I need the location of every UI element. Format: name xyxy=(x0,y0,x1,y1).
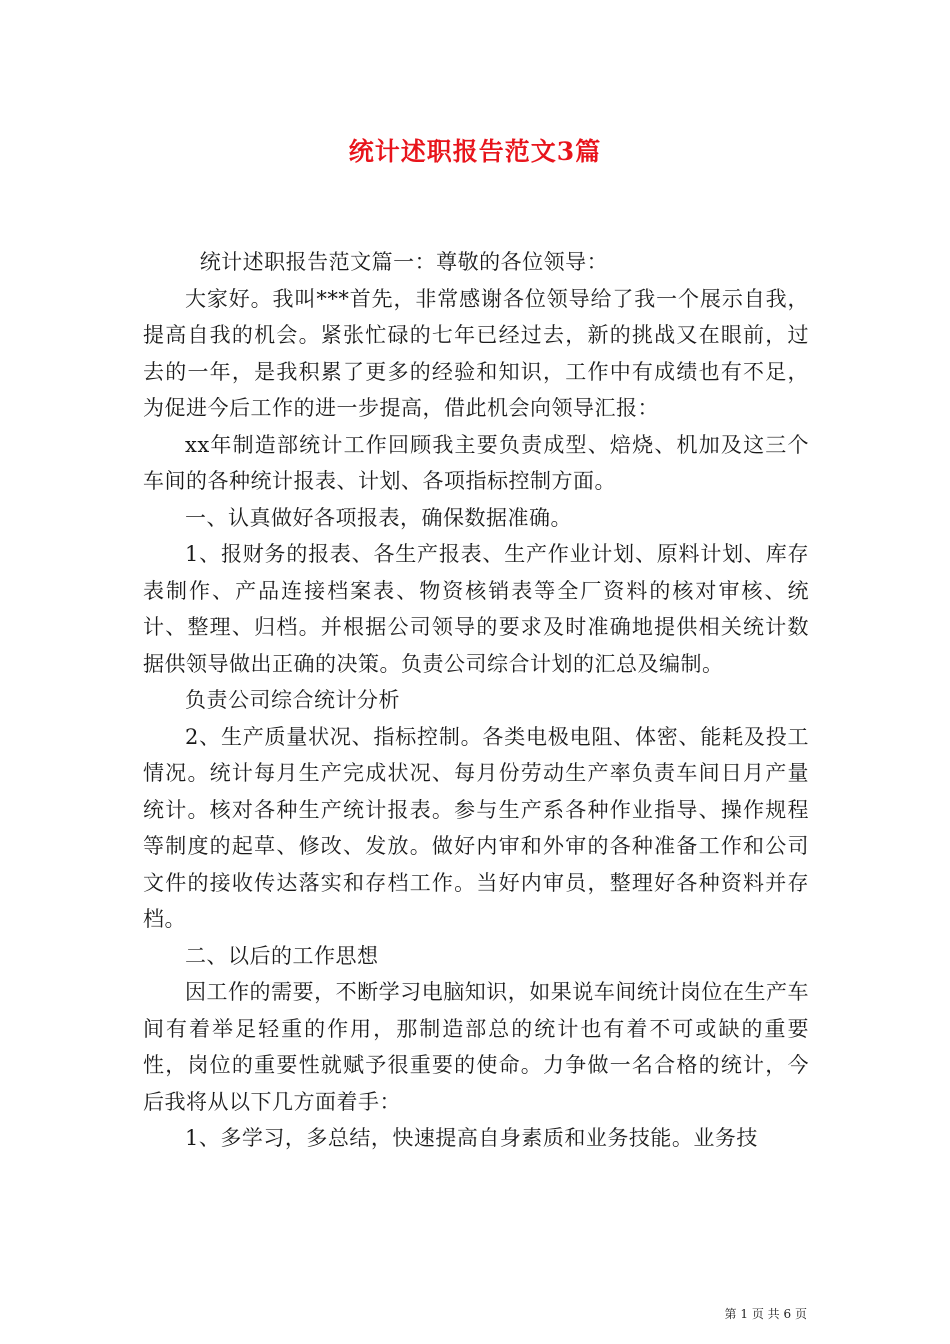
footer-suffix: 页 xyxy=(794,1307,807,1321)
document-title: 统计述职报告范文3篇 xyxy=(348,137,602,166)
footer-prefix: 第 xyxy=(724,1307,737,1321)
footer-current-page: 1 xyxy=(740,1307,749,1321)
paragraph: 2、生产质量状况、指标控制。各类电极电阻、体密、能耗及投工情况。统计每月生产完成状况、每月份劳动生产率负责车间日月产量统计。核对各种生产统计报表。参与生产系各种作业指导、操作规程等制度的起草、修改、发放。做好内审和外审的各种准备工作和公司文件的接收传达落实和存档工作。当好内审员，整理好各种资料并存档。 xyxy=(143,724,809,931)
paragraph: 统计述职报告范文篇一：尊敬的各位领导： xyxy=(199,250,609,274)
paragraph: 1、多学习，多总结，快速提高自身素质和业务技能。业务技 xyxy=(185,1126,758,1150)
paragraph: 因工作的需要，不断学习电脑知识，如果说车间统计岗位在生产车间有着举足轻重的作用，那制造部总的统计也有着不可或缺的重要性，岗位的重要性就赋予很重要的使命。力争做一名合格的统计，今后我将从以下几方面着手： xyxy=(143,980,809,1114)
footer-middle: 页 共 xyxy=(751,1307,780,1321)
paragraph: 1、报财务的报表、各生产报表、生产作业计划、原料计划、库存表制作、产品连接档案表、物资核销表等全厂资料的核对审核、统计、整理、归档。并根据公司领导的要求及时准确地提供相关统计数据供领导做出正确的决策。负责公司综合计划的汇总及编制。 xyxy=(143,542,809,676)
document-body xyxy=(143,244,809,1157)
section-heading: 一、认真做好各项报表，确保数据准确。 xyxy=(185,505,572,530)
page-number-footer xyxy=(725,1305,807,1322)
section-heading: 二、以后的工作思想 xyxy=(185,943,379,968)
paragraph: xx年制造部统计工作回顾我主要负责成型、焙烧、机加及这三个车间的各种统计报表、计划、各项指标控制方面。 xyxy=(143,432,809,493)
footer-total-pages: 6 xyxy=(783,1307,792,1321)
paragraph: 负责公司综合统计分析 xyxy=(185,688,400,712)
paragraph: 大家好。我叫***首先，非常感谢各位领导给了我一个展示自我，提高自我的机会。紧张忙碌的七年已经过去，新的挑战又在眼前，过去的一年，是我积累了更多的经验和知识，工作中有成绩也有不足，为促进今后工作的进一步提高，借此机会向领导汇报： xyxy=(143,286,809,420)
